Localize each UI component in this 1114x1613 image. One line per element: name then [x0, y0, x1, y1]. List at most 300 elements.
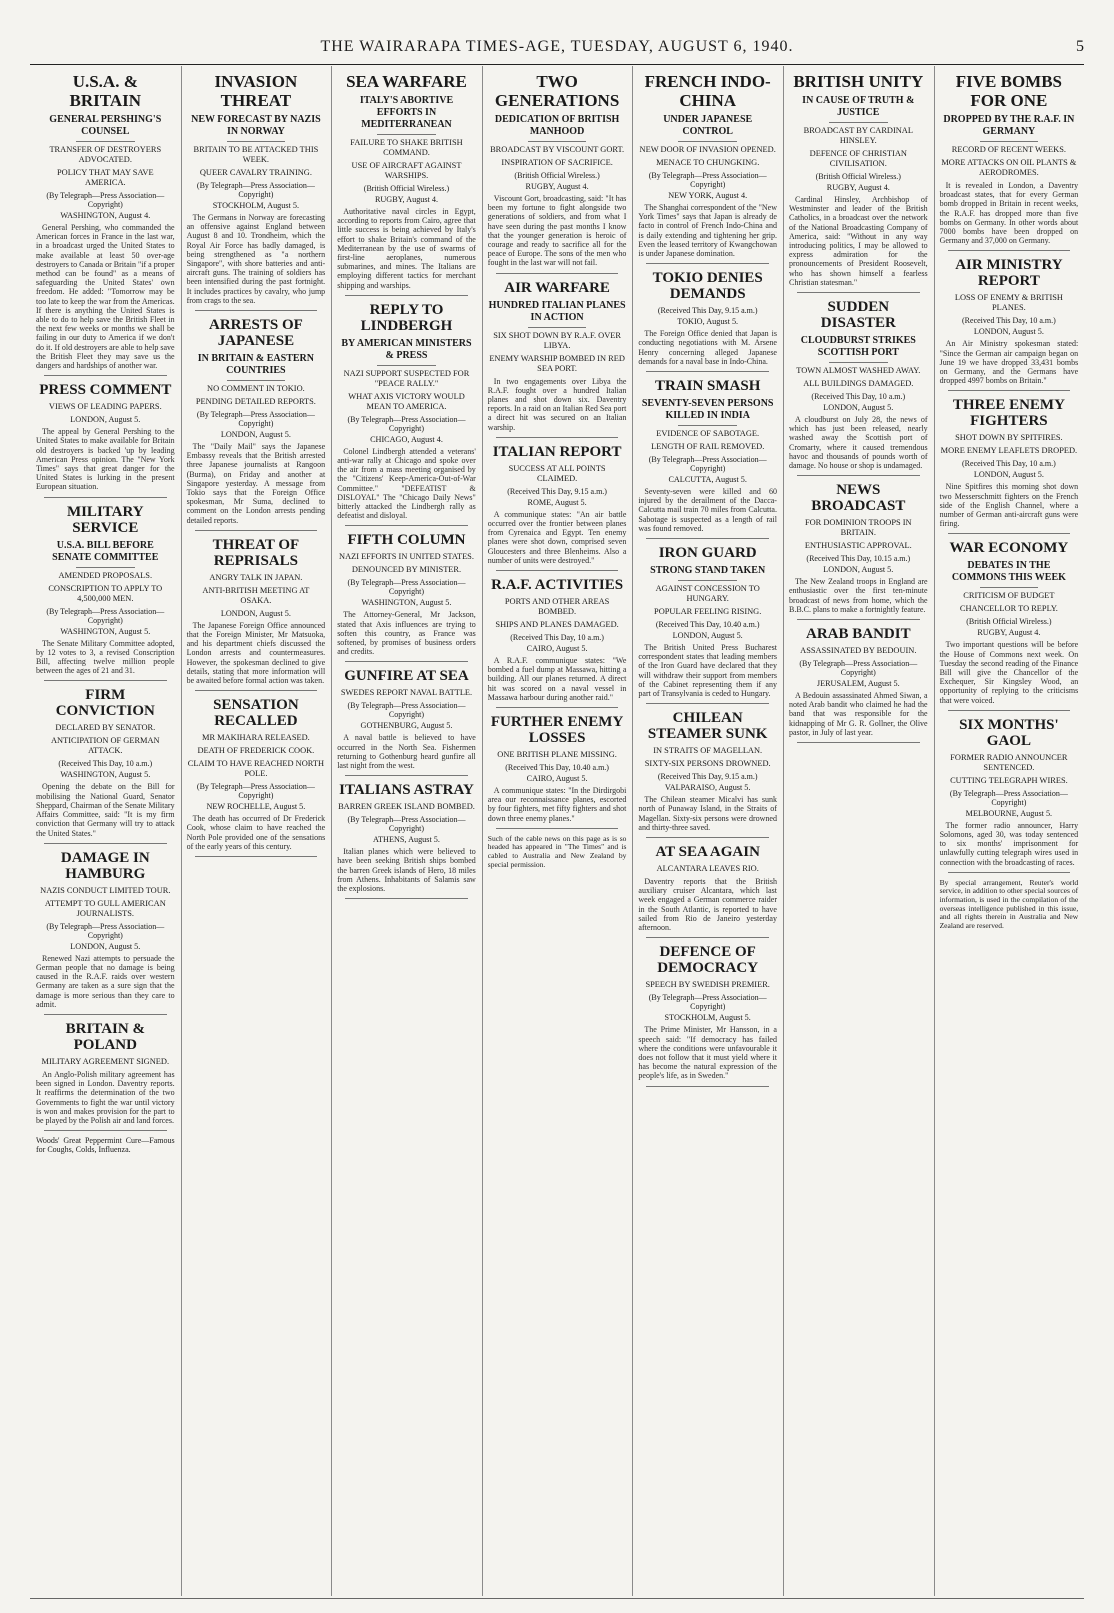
story-dateline: WASHINGTON, August 5. [361, 598, 452, 608]
headline-rule [377, 134, 436, 135]
story-divider [797, 475, 920, 476]
story-dateline: CAIRO, August 5. [526, 774, 588, 784]
masthead-title: THE WAIRARAPA TIMES-AGE, TUESDAY, AUGUST 6, 1940. [320, 38, 794, 55]
headline-rule [678, 141, 737, 142]
headline-rule [980, 141, 1039, 142]
headline-rule [528, 141, 587, 142]
story-body: The "Daily Mail" says the Japanese Embassy reveals that the British arrested three Japanese journalists at Rangoon (Burma), on Friday and another at Singapore yesterday. A message from Tokio says that the Foreign Office spokesman, Mr Suma, declined to comment on the London arrests pending detailed reports. [186, 442, 326, 525]
story-deck: SHOT DOWN BY SPITFIRES. [955, 433, 1063, 443]
story-deck: SUCCESS AT ALL POINTS CLAIMED. [508, 463, 606, 483]
story [187, 72, 326, 305]
column-3 [333, 66, 480, 1596]
story-deck: ONE BRITISH PLANE MISSING. [497, 750, 617, 760]
story-dateline: NEW ROCHELLE, August 5. [206, 802, 306, 812]
story-headline: ARAB BANDIT [805, 626, 911, 643]
story-deck: PORTS AND OTHER AREAS BOMBED. [504, 597, 610, 617]
story-headline: MILITARY SERVICE [66, 503, 144, 536]
story-divider [496, 707, 619, 708]
story-body: The Senate Military Committee adopted, by 12 votes to 3, a revised Conscription Bill, affecting twelve million people between the ages of 21 and 31. [36, 638, 175, 676]
story-credit: (By Telegraph—Press Association—Copyright) [949, 788, 1068, 807]
story-dateline: MELBOURNE, August 5. [965, 808, 1053, 818]
story-deck: MORE ENEMY LEAFLETS DROPED. [940, 446, 1078, 456]
story-deck: DENOUNCED BY MINISTER. [351, 565, 462, 575]
story-divider [345, 661, 468, 662]
story [638, 844, 777, 932]
story [488, 577, 627, 702]
story-divider [44, 1130, 167, 1131]
story-headline: CHILEAN STEAMER SUNK [647, 710, 768, 743]
story-body: Colonel Lindbergh attended a veterans' anti-war rally at Chicago and spoke over the air from a mass meeting organised by the "Citizens' Keep-America-Out-of-War Committee." "DEFEATIST & DISLOYAL" The "Chicago Daily News" bitterly attacked the Lindbergh rally as defeatist and disloyal. [337, 446, 476, 521]
story-headline: AT SEA AGAIN [655, 844, 760, 861]
story-body: The Attorney-General, Mr Jackson, stated that Axis influences are trying to soften this country, as France was softened, by promises of business orders and credits. [337, 610, 476, 657]
story-dateline: VALPARAISO, August 5. [664, 783, 751, 793]
column-rule [181, 66, 182, 1596]
story-subhead: GENERAL PERSHING'S COUNSEL [49, 114, 162, 137]
story-dateline: LONDON, August 5. [823, 565, 894, 575]
story-subhead: BY AMERICAN MINISTERS & PRESS [341, 337, 472, 361]
column-1 [32, 66, 179, 1596]
story-deck: BROADCAST BY VISCOUNT GORT. [490, 145, 625, 154]
story-body: A Bedouin assassinated Ahmed Siwan, a noted Arab bandit who claimed he had the band that was responsible for the kidnapping of Mr G. R. Gollner, the Olive pastor, in July of last year. [789, 691, 928, 737]
story-credit: (Received This Day, 10.40 a.m.) [505, 763, 609, 773]
story-deck: ENEMY WARSHIP BOMBED IN RED SEA PORT. [489, 353, 625, 373]
story [36, 687, 175, 837]
story [638, 270, 777, 366]
story-deck: TRANSFER OF DESTROYERS ADVOCATED. [49, 145, 162, 164]
story [187, 317, 326, 525]
headline-rule [678, 425, 737, 426]
story-headline: IRON GUARD [658, 545, 757, 562]
story-headline: ITALIANS ASTRAY [339, 782, 474, 799]
story-deck: SHIPS AND PLANES DAMAGED. [495, 620, 619, 630]
story-dateline: CALCUTTA, August 5. [668, 475, 747, 485]
story-headline: ITALIAN REPORT [492, 443, 622, 460]
story-dateline: WASHINGTON, August 4. [60, 211, 151, 220]
story-deck: LENGTH OF RAIL REMOVED. [651, 442, 765, 452]
story-divider [646, 837, 769, 838]
story-deck: DEATH OF FREDERICK COOK. [197, 746, 315, 756]
story-dateline: ROME, August 5. [527, 497, 587, 507]
story-divider [496, 273, 619, 274]
story [187, 537, 326, 685]
story-headline: TRAIN SMASH [654, 378, 761, 395]
page-number: 5 [1076, 38, 1084, 55]
story-dateline: LONDON, August 5. [70, 941, 141, 951]
story-body: The former radio announcer, Harry Solomons, aged 30, was today sentenced to six months' imprisonment for unlawfully cutting telegraph wires used in connection with the broadcasting of races. [939, 820, 1079, 867]
story-deck: USE OF AIRCRAFT AGAINST WARSHIPS. [351, 161, 462, 180]
story-body: A naval battle is believed to have occurred in the North Sea. Fishermen returning to Gothenburg heard gunfire all last night from the west. [337, 733, 476, 771]
story-body: It is revealed in London, a Daventry broadcast states, that for every German bomb dropped in Britain in recent weeks, the R.A.F. has dropped more than five bombs on Germany. In other words about 7000 bombs have been dropped on Germany and 37,000 on Germany. [939, 181, 1079, 246]
story-divider [797, 742, 920, 743]
story-headline: GUNFIRE AT SEA [344, 668, 469, 685]
story-divider [345, 295, 468, 296]
story-body: A communique states: "In the Dirdirgobi area our reconnaissance planes, escorted by four fighters, met fifty fighters and shot down three enemy planes." [487, 786, 627, 823]
story [940, 397, 1079, 528]
story-body: In two engagements over Libya the R.A.F. fought over a hundred Italian planes and shot down six. Daventry reports. In a raid on an Italian Red Sea port a direct hit was secured on an Italian warship. [487, 376, 627, 432]
story [940, 257, 1079, 385]
story-credit: (By Telegraph—Press Association—Copyright) [46, 606, 165, 625]
story-deck: NAZI SUPPORT SUSPECTED FOR "PEACE RALLY." [343, 368, 470, 388]
story-headline: DEFENCE OF DEMOCRACY [657, 944, 759, 977]
story-divider [646, 1086, 769, 1087]
story-headline: FURTHER ENEMY LOSSES [490, 714, 624, 747]
story-deck: IN STRAITS OF MAGELLAN. [653, 746, 763, 756]
story-deck: FOR DOMINION TROOPS IN BRITAIN. [804, 518, 912, 538]
story-dateline: WASHINGTON, August 5. [60, 626, 151, 636]
story-dateline: TOKIO, August 5. [677, 317, 739, 327]
story-headline: PRESS COMMENT [39, 382, 172, 399]
story-body: The Prime Minister, Mr Hansson, in a speech said: "If democracy has failed where the conditions were unfavourable it does not follow that it must yield where it has become the natural expression of the people's life, as in Sweden." [638, 1025, 777, 1081]
story-deck: ANGRY TALK IN JAPAN. [209, 572, 303, 582]
story [488, 72, 627, 268]
story-body: The death has occurred of Dr Frederick Cook, whose claim to have reached the North Pole provided one of the sensations of the early years of this century. [186, 814, 326, 851]
story-headline: ARRESTS OF JAPANESE [209, 317, 303, 350]
story-headline: SEA WARFARE [346, 72, 467, 91]
story-deck: SWEDES REPORT NAVAL BATTLE. [340, 688, 473, 698]
story-dateline: LONDON, August 5. [220, 608, 291, 618]
story [789, 626, 928, 737]
story [638, 545, 777, 698]
headline-rule [377, 365, 436, 366]
story [488, 444, 627, 565]
story-body: The Shanghai correspondent of the "New York Times" says that Japan is already de facto in control of French Indo-China and is daily extending and tightening her grip. Even the leased territory of Kwangchowan is under Japanese domination. [638, 203, 777, 259]
story-headline: THREAT OF REPRISALS [212, 536, 300, 569]
masthead [30, 30, 1084, 64]
story-dateline: RUGBY, August 4. [977, 628, 1041, 638]
story-headline: WAR ECONOMY [949, 540, 1069, 557]
story-credit: (By Telegraph—Press Association—Copyright) [347, 815, 466, 834]
story-headline: TOKIO DENIES DEMANDS [652, 270, 763, 303]
story [638, 710, 777, 832]
story-deck: AGAINST CONCESSION TO HUNGARY. [655, 584, 760, 604]
story-deck: FORMER RADIO ANNOUNCER SENTENCED. [950, 752, 1068, 772]
story [940, 72, 1079, 245]
story [36, 850, 175, 1009]
story-headline: FRENCH INDO-CHINA [644, 72, 771, 110]
story-credit: (British Official Wireless.) [966, 617, 1052, 627]
column-rule [934, 66, 935, 1596]
story-body: Daventry reports that the British auxiliary cruiser Alcantara, which last week engaged a German commerce raider in the South Atlantic, is reported to have sailed from Rio de Janeiro yesterday afternoon. [638, 877, 777, 933]
story-credit: (By Telegraph—Press Association—Copyright) [196, 782, 315, 801]
story-deck: CRITICISM OF BUDGET [963, 591, 1055, 601]
story-dateline: RUGBY, August 4. [525, 182, 589, 191]
story-body: Opening the debate on the Bill for mobilising the National Guard, Senator Sheppard, Chairman of the Senate Military Affairs Committee, said: "It is my firm conviction that Germany will try to attack the United States." [36, 782, 175, 838]
story-deck: MILITARY AGREEMENT SIGNED. [41, 1056, 170, 1066]
story-credit: (Received This Day, 9.15 a.m.) [657, 306, 758, 316]
column-footer: Woods' Great Peppermint Cure—Famous for Coughs, Colds, Influenza. [36, 1136, 175, 1155]
story-credit: (Received This Day, 10.15 a.m.) [806, 554, 911, 564]
story [187, 697, 326, 851]
story-body: The New Zealand troops in England are enthusiastic over the first ten-minute broadcast of news from home, which the B.B.C. plans to make a fortnightly feature. [789, 577, 928, 614]
story-headline: R.A.F. ACTIVITIES [491, 577, 624, 594]
story-dateline: RUGBY, August 4. [826, 183, 890, 192]
story-subhead: DROPPED BY THE R.A.F. IN GERMANY [943, 114, 1075, 137]
story-subhead: HUNDRED ITALIAN PLANES IN ACTION [488, 299, 626, 323]
story-body: Viscount Gort, broadcasting, said: "It has been my fortune to fight alongside two generations of soldiers, and from what I have seen during the past months I know that the younger generation is heroic of courage and ready to sacrifice all for the peace of Europe. The sons of the men who fought in the last war will not fail. [487, 194, 627, 268]
story-deck: DEFENCE OF CHRISTIAN CIVILISATION. [809, 149, 907, 168]
story-credit: (Received This Day, 10.40 a.m.) [655, 620, 760, 630]
story-divider [646, 703, 769, 704]
headline-rule [678, 580, 737, 581]
story [940, 717, 1079, 867]
story-body: Renewed Nazi attempts to persuade the German people that no damage is being caused in the R.A.F. raids over western Germany are taken as a sure sign that the damage is more serious than they care to admit. [36, 953, 175, 1009]
story-divider [948, 250, 1071, 251]
story-subhead: U.S.A. BILL BEFORE SENATE COMMITTEE [52, 539, 159, 563]
story [36, 504, 175, 676]
story-divider [44, 375, 167, 376]
story-credit: (Received This Day, 10 a.m.) [510, 633, 604, 643]
story-deck: FAILURE TO SHAKE BRITISH COMMAND. [350, 138, 463, 157]
story-headline: TWO GENERATIONS [494, 72, 620, 110]
story-divider [496, 570, 619, 571]
story-dateline: ATHENS, August 5. [373, 835, 440, 845]
story-credit: (By Telegraph—Press Association—Copyright) [196, 410, 315, 429]
story-body: A cloudburst on July 28, the news of which has just been released, nearly washed away the Scottish port of Cromarty, where it caused tremendous havoc and thousands of pounds worth of damage. No house or shop is undamaged. [789, 415, 928, 471]
story-subhead: CLOUDBURST STRIKES SCOTTISH PORT [800, 335, 916, 359]
story-credit: (By Telegraph—Press Association—Copyright) [46, 191, 165, 209]
story-deck: QUEER CAVALRY TRAINING. [199, 168, 312, 177]
story-deck: LOSS OF ENEMY & BRITISH PLANES. [954, 293, 1063, 313]
story-deck: MENACE TO CHUNGKING. [656, 158, 760, 167]
column-7 [936, 66, 1083, 1596]
story [789, 72, 928, 287]
story-divider [195, 530, 318, 531]
story [638, 944, 777, 1080]
story-credit: (By Telegraph—Press Association—Copyright) [46, 921, 165, 940]
column-footer: Such of the cable news on this page as is so headed has appeared in "The Times" and is cabled to Australia and New Zealand by special permission. [487, 833, 627, 869]
story-dateline: NEW YORK, August 4. [668, 191, 748, 200]
story-headline: NEWS BROADCAST [811, 482, 906, 515]
story-headline: FIRM CONVICTION [55, 687, 155, 720]
story-subhead: STRONG STAND TAKEN [650, 565, 766, 577]
bottom-rule [30, 1598, 1084, 1599]
story-divider [345, 525, 468, 526]
column-rule [783, 66, 784, 1596]
story-deck: ANTICIPATION OF GERMAN ATTACK. [51, 736, 160, 756]
story-deck: ENTHUSIASTIC APPROVAL. [804, 541, 912, 551]
story-divider [44, 1014, 167, 1015]
story-deck: NO COMMENT IN TOKIO. [207, 384, 305, 394]
story-headline: INVASION THREAT [214, 72, 298, 110]
story-body: An Anglo-Polish military agreement has been signed in London. Daventry reports. It reaffirms the determination of the two Governments to fight the war until victory is won and makes provision for the part to be played by the Polish air and land forces. [36, 1069, 175, 1125]
column-5 [634, 66, 781, 1596]
story-deck: CLAIM TO HAVE REACHED NORTH POLE. [187, 759, 325, 779]
story-divider [195, 690, 318, 691]
story-headline: AIR MINISTRY REPORT [955, 257, 1063, 290]
story-divider [345, 898, 468, 899]
story-deck: AMENDED PROPOSALS. [58, 570, 153, 580]
story [488, 280, 627, 432]
story-deck: NEW DOOR OF INVASION OPENED. [639, 145, 776, 154]
column-rule [632, 66, 633, 1596]
story-deck: POPULAR FEELING RISING. [654, 607, 762, 617]
story-divider [646, 371, 769, 372]
headline-rule [528, 327, 587, 328]
story-divider [496, 437, 619, 438]
story-credit: (By Telegraph—Press Association—Copyright) [648, 171, 767, 189]
story-credit: (By Telegraph—Press Association—Copyright) [799, 659, 918, 678]
story-deck: SPEECH BY SWEDISH PREMIER. [645, 980, 770, 990]
story-dateline: STOCKHOLM, August 5. [664, 1013, 751, 1023]
story-divider [948, 710, 1071, 711]
story-subhead: SEVENTY-SEVEN PERSONS KILLED IN INDIA [641, 398, 774, 422]
story-divider [948, 872, 1071, 873]
story-deck: CUTTING TELEGRAPH WIRES. [950, 775, 1068, 785]
story-credit: (Received This Day, 9.15 a.m.) [657, 772, 758, 782]
story-credit: (Received This Day, 10 a.m.) [962, 316, 1056, 326]
story-headline: AIR WARFARE [504, 279, 610, 296]
column-footer: By special arrangement, Reuter's world service, in addition to other special sources of information, is used in the compilation of the overseas intelligence published in this issue, and all rights therein in Australia and New Zealand are reserved. [939, 877, 1079, 930]
story-subhead: ITALY'S ABORTIVE EFFORTS IN MEDITERRANEAN [359, 95, 454, 130]
story-headline: SENSATION RECALLED [213, 697, 299, 730]
story-headline: BRITAIN & POLAND [65, 1020, 145, 1053]
story-subhead: UNDER JAPANESE CONTROL [663, 114, 753, 137]
story-body: The Chilean steamer Micalvi has sunk north of Punaway Island, in the Straits of Magellan. Sixty-six persons were drowned and thirty-three saved. [638, 795, 777, 832]
column-2 [183, 66, 330, 1596]
story-deck: ALCANTARA LEAVES RIO. [656, 864, 759, 874]
headline-rule [829, 362, 888, 363]
story-dateline: CHICAGO, August 4. [370, 434, 443, 444]
story-headline: THREE ENEMY FIGHTERS [952, 397, 1065, 430]
story-headline: SUDDEN DISASTER [820, 299, 896, 332]
story-dateline: LONDON, August 5. [70, 415, 141, 425]
story-deck: SIX SHOT DOWN BY R.A.F. OVER LIBYA. [493, 330, 621, 350]
story-divider [44, 680, 167, 681]
column-rule [331, 66, 332, 1596]
story-subhead: IN BRITAIN & EASTERN COUNTRIES [197, 353, 314, 377]
story-credit: (Received This Day, 9.15 a.m.) [507, 486, 607, 496]
story-body: A communique states: "An air battle occurred over the frontier between planes from Cyrenaica and Egypt. Ten enemy planes were shot down, comprised seven Gloucesters and three Blenheims. Also a number of units were destroyed." [487, 509, 627, 565]
story-body: The appeal by General Pershing to the United States to make available for Britain old destroyers is backed 'up by leading American Press opinion. The "New York Times" says that great danger for the United States is lurking in the present European situation. [36, 427, 175, 492]
story-credit: (British Official Wireless.) [363, 184, 450, 193]
story-dateline: LONDON, August 5. [823, 403, 894, 413]
story-divider [44, 843, 167, 844]
story-subhead: DEDICATION OF BRITISH MANHOOD [494, 114, 620, 137]
story-credit: (By Telegraph—Press Association—Copyright) [196, 181, 315, 199]
story-deck: ASSASSINATED BY BEDOUIN. [800, 646, 917, 656]
story-divider [948, 533, 1071, 534]
story-credit: (By Telegraph—Press Association—Copyright) [347, 701, 466, 720]
story-divider [646, 937, 769, 938]
story-credit: (Received This Day, 10 a.m.) [962, 459, 1056, 469]
story [488, 714, 627, 823]
story-credit: (British Official Wireless.) [514, 171, 600, 180]
story [337, 668, 476, 770]
story [337, 72, 476, 290]
story-deck: RECORD OF RECENT WEEKS. [951, 145, 1066, 154]
story-dateline: WASHINGTON, August 5. [60, 770, 151, 780]
story-headline: REPLY TO LINDBERGH [360, 301, 453, 334]
story-deck: INSPIRATION OF SACRIFICE. [501, 158, 613, 167]
story-body: Italian planes which were believed to have been seeking British ships bombed the barren Greek islands of Hero, 18 miles from Athens. Inhabitants of Salamis saw the explosions. [337, 847, 476, 894]
headline-rule [227, 141, 286, 142]
story-divider [646, 263, 769, 264]
story-deck: VIEWS OF LEADING PAPERS. [48, 402, 162, 412]
story-dateline: GOTHENBURG, August 5. [360, 721, 453, 731]
story-body: The British United Press Bucharest correspondent states that leading members of the Iron Guard have declared that they will withdraw their support from members of the Cabinet representing them if any part of Transylvania is ceded to Hungary. [638, 643, 777, 699]
story [36, 72, 175, 370]
story-subhead: IN CAUSE OF TRUTH & JUSTICE [802, 95, 915, 118]
story-deck: WHAT AXIS VICTORY WOULD MEAN TO AMERICA. [348, 391, 465, 411]
story-deck: ANTI-BRITISH MEETING AT OSAKA. [202, 585, 310, 605]
story-dateline: STOCKHOLM, August 5. [212, 201, 300, 210]
column-4 [484, 66, 631, 1596]
story [789, 482, 928, 614]
story-dateline: RUGBY, August 4. [374, 195, 439, 204]
column-6 [785, 66, 932, 1596]
story-deck: BARREN GREEK ISLAND BOMBED. [338, 802, 475, 812]
story-dateline: CAIRO, August 5. [526, 644, 588, 654]
story-deck: ATTEMPT TO GULL AMERICAN JOURNALISTS. [44, 898, 166, 918]
story-deck: MORE ATTACKS ON OIL PLANTS & AERODROMES. [941, 158, 1077, 177]
story-deck: CHANCELLOR TO REPLY. [959, 604, 1058, 614]
headline-rule [980, 587, 1039, 588]
story-body: The Germans in Norway are forecasting an offensive against England between August 8 and 10. Trondheim, which the Royal Air Force has badly damaged, is being strengthened as "a northern Singapore", with shore batteries and anti-aircraft guns. The training of soldiers has been intensified during the past fortnight. It includes practices by cavalry, who jump from crags to the sea. [186, 213, 326, 305]
story-deck: NAZIS CONDUCT LIMITED TOUR. [40, 885, 171, 895]
headline-rule [76, 141, 135, 142]
story [337, 302, 476, 521]
story-deck: CONSCRIPTION TO APPLY TO 4,500,000 MEN. [48, 583, 163, 603]
story [337, 532, 476, 656]
story-credit: (By Telegraph—Press Association—Copyright) [648, 455, 767, 474]
story-deck: EVIDENCE OF SABOTAGE. [656, 429, 760, 439]
story-deck: NAZI EFFORTS IN UNITED STATES. [339, 552, 474, 562]
story-deck: POLICY THAT MAY SAVE AMERICA. [57, 168, 154, 187]
story-deck: BRITAIN TO BE ATTACKED THIS WEEK. [193, 145, 319, 164]
story-credit: (Received This Day, 10 a.m.) [58, 759, 153, 769]
story-deck: DECLARED BY SENATOR. [55, 723, 156, 733]
story-deck: TOWN ALMOST WASHED AWAY. [796, 366, 921, 376]
story-deck: BROADCAST BY CARDINAL HINSLEY. [803, 126, 913, 145]
story-dateline: LONDON, August 5. [672, 631, 743, 641]
story-subhead: NEW FORECAST BY NAZIS IN NORWAY [191, 114, 321, 137]
story-divider [646, 538, 769, 539]
story-body: Authoritative naval circles in Egypt, according to reports from Cairo, agree that little success is being achieved by Italy's effort to shake Britain's command of the Mediterranean by the use of swarms of first-line aeroplanes, numerous submarines, and mines. The Italians are employing different tactics for merchant shipping and warships. [337, 207, 476, 290]
story-divider [797, 292, 920, 293]
headline-rule [227, 380, 286, 381]
story [36, 382, 175, 491]
story [789, 299, 928, 470]
story-headline: BRITISH UNITY [793, 72, 924, 91]
story-deck: ALL BUILDINGS DAMAGED. [803, 379, 914, 389]
story-dateline: LONDON, August 5. [973, 327, 1044, 337]
story-dateline: JERUSALEM, August 5. [816, 679, 900, 689]
story [638, 72, 777, 258]
story-body: The Foreign Office denied that Japan is conducting negotiations with M. Arsene Henry concerning alleged Japanese demands for a naval base in Indo-China. [638, 329, 777, 366]
story-deck: MR MAKIHARA RELEASED. [202, 733, 310, 743]
headline-rule [829, 122, 888, 123]
story [940, 540, 1079, 704]
story-credit: (British Official Wireless.) [815, 172, 901, 181]
story-body: Seventy-seven were killed and 60 injured by the derailment of the Dacca-Calcutta mail train 70 miles from Calcutta. Sabotage is suspected as a length of rail was found removed. [638, 487, 777, 533]
story-body: An Air Ministry spokesman stated: "Since the German air campaign began on June 19 we have dropped 33,431 bombs on Germany, and the Germans have dropped 4997 bombs on Britain." [939, 339, 1079, 386]
story-credit: (By Telegraph—Press Association—Copyright) [347, 414, 466, 433]
story-headline: FIVE BOMBS FOR ONE [955, 72, 1063, 110]
story-body: The Japanese Foreign Office announced that the Foreign Minister, Mr Matsuoka, and his department chiefs discussed the London arrests and countermeasures. However, the spokesman declined to give details, stating that more information will be awaited before formal action was taken. [186, 620, 326, 686]
story-divider [345, 775, 468, 776]
story-body: Nine Spitfires this morning shot down two Messerschmitt fighters on the French side of the English Channel, where a number of German anti-aircraft guns were firing. [939, 482, 1079, 529]
story-headline: U.S.A. & BRITAIN [69, 72, 142, 110]
story-dateline: LONDON, August 5. [220, 430, 291, 440]
story-body: Two important questions will be before the House of Commons next week. On Tuesday the second reading of the Finance Bill will give the Chancellor of the Exchequer, Sir Kingsley Wood, an opportunity of replying to the criticisms that were voiced. [939, 640, 1079, 705]
story-credit: (By Telegraph—Press Association—Copyright) [347, 578, 466, 597]
story-body: Cardinal Hinsley, Archbishop of Westminster and leader of the British Catholics, in a broadcast over the network of the National Broadcasting Company of America, said: "Without in any way introducing politics, I may be allowed to express admiration for the pronouncements of President Roosevelt, who has shown himself a fearless Christian statesman." [789, 195, 928, 287]
story-credit: (Received This Day, 10 a.m.) [811, 392, 906, 402]
story-dateline: LONDON, August 5. [973, 470, 1044, 480]
story-body: A R.A.F. communique states: "We bombed a fuel dump at Massawa, hitting a building. All our planes returned. A direct hit was scored on a naval vessel in Massawa harbour during another raid." [487, 656, 627, 702]
story-body: General Pershing, who commanded the American forces in France in the last war, in a broadcast urged the United States to make available at least 50 over-age destroyers to Canada or Britain "if a proper method can be found" as a means of safeguarding the United States' own freedom. He added: "Tomorrow may be too late to keep the war from the Americas. If there is anything the United States is able to do to help save the British Fleet in the next few weeks or months we shall be failing in our duty to America if we don't do it. If old destroyers are able to help save the British Fleet they may save us the dangers and hardships of another war. [36, 223, 175, 371]
story-divider [948, 390, 1071, 391]
